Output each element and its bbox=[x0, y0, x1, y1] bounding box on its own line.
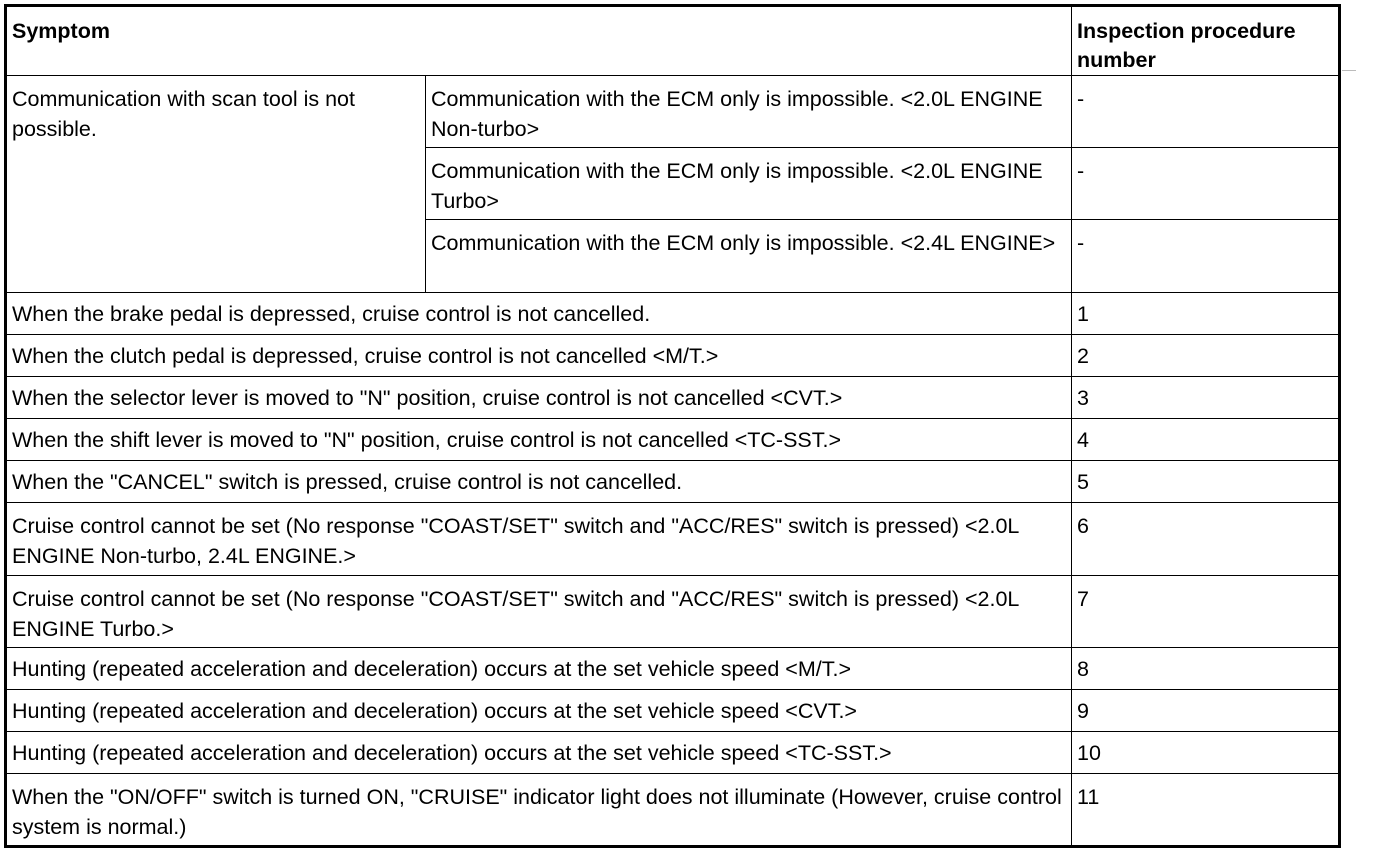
symptom-table bbox=[4, 4, 1341, 848]
symptom-cell: Hunting (repeated acceleration and deceleration) occurs at the set vehicle speed <TC-SST.> bbox=[6, 732, 1072, 774]
procedure-number-cell: 2 bbox=[1072, 335, 1340, 377]
table-row bbox=[6, 461, 1340, 503]
procedure-number-cell: 9 bbox=[1072, 690, 1340, 732]
table-row bbox=[6, 76, 1340, 148]
table-row bbox=[6, 690, 1340, 732]
procedure-number-cell: 6 bbox=[1072, 503, 1340, 576]
procedure-number-cell: - bbox=[1072, 220, 1340, 293]
procedure-number-cell: 11 bbox=[1072, 774, 1340, 847]
symptom-cell: When the selector lever is moved to "N" position, cruise control is not cancelled <CVT.> bbox=[6, 377, 1072, 419]
symptom-cell: When the "ON/OFF" switch is turned ON, "CRUISE" indicator light does not illuminate (However, cruise control system is normal.) bbox=[6, 774, 1072, 847]
table-row bbox=[6, 293, 1340, 335]
procedure-number-cell: 1 bbox=[1072, 293, 1340, 335]
symptom-detail-cell: Communication with the ECM only is impossible. <2.0L ENGINE Turbo> bbox=[426, 148, 1072, 220]
header-row bbox=[6, 6, 1340, 76]
symptom-cell: Communication with scan tool is not possible. bbox=[6, 76, 426, 293]
procedure-number-cell: 7 bbox=[1072, 576, 1340, 648]
procedure-number-cell: 8 bbox=[1072, 648, 1340, 690]
procedure-number-cell: 10 bbox=[1072, 732, 1340, 774]
symptom-cell: Cruise control cannot be set (No response "COAST/SET" switch and "ACC/RES" switch is pressed) <2.0L ENGINE Turbo.> bbox=[6, 576, 1072, 648]
procedure-number-cell: 5 bbox=[1072, 461, 1340, 503]
procedure-number-cell: - bbox=[1072, 148, 1340, 220]
table-row bbox=[6, 503, 1340, 576]
header-procedure-number: Inspection procedure number bbox=[1072, 6, 1340, 76]
symptom-cell: When the brake pedal is depressed, cruise control is not cancelled. bbox=[6, 293, 1072, 335]
table-row bbox=[6, 377, 1340, 419]
symptom-cell: Hunting (repeated acceleration and deceleration) occurs at the set vehicle speed <CVT.> bbox=[6, 690, 1072, 732]
table-row bbox=[6, 774, 1340, 847]
procedure-number-cell: - bbox=[1072, 76, 1340, 148]
symptom-detail-cell: Communication with the ECM only is impossible. <2.4L ENGINE> bbox=[426, 220, 1072, 293]
procedure-number-cell: 4 bbox=[1072, 419, 1340, 461]
symptom-cell: When the shift lever is moved to "N" position, cruise control is not cancelled <TC-SST.> bbox=[6, 419, 1072, 461]
table-row bbox=[6, 732, 1340, 774]
symptom-detail-cell: Communication with the ECM only is impossible. <2.0L ENGINE Non-turbo> bbox=[426, 76, 1072, 148]
symptom-cell: When the clutch pedal is depressed, cruise control is not cancelled <M/T.> bbox=[6, 335, 1072, 377]
table-row bbox=[6, 335, 1340, 377]
procedure-number-cell: 3 bbox=[1072, 377, 1340, 419]
edge-mark bbox=[1342, 70, 1356, 71]
table-row bbox=[6, 419, 1340, 461]
symptom-cell: Hunting (repeated acceleration and deceleration) occurs at the set vehicle speed <M/T.> bbox=[6, 648, 1072, 690]
table-row bbox=[6, 576, 1340, 648]
header-symptom: Symptom bbox=[6, 6, 1072, 76]
symptom-cell: When the "CANCEL" switch is pressed, cruise control is not cancelled. bbox=[6, 461, 1072, 503]
symptom-cell: Cruise control cannot be set (No response "COAST/SET" switch and "ACC/RES" switch is pressed) <2.0L ENGINE Non-turbo, 2.4L ENGINE.> bbox=[6, 503, 1072, 576]
table-row bbox=[6, 648, 1340, 690]
